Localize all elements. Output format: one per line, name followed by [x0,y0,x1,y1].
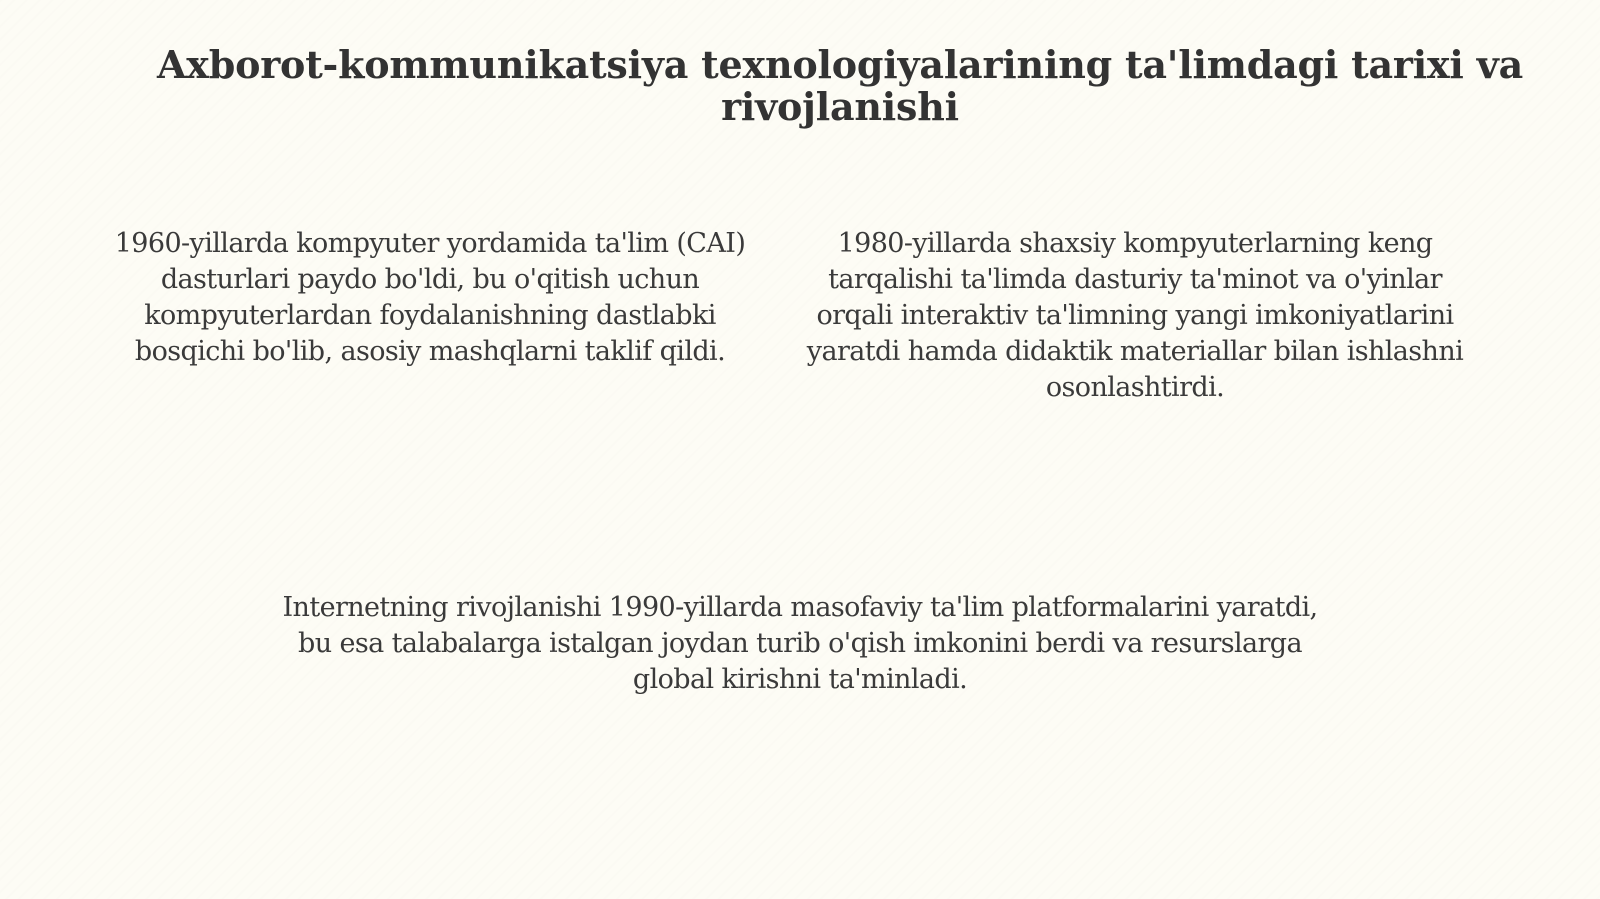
slide-title: Axborot-kommunikatsiya texnologiyalarining ta'limdagi tarixi va rivojlanishi [156,42,1523,129]
text-block-1990s: Internetning rivojlanishi 1990-yillarda masofaviy ta'lim platformalarini yaratdi, bu esa talabalarga istalgan joydan turib o'qish imkonini berdi va resurslarga global kirishni ta'minladi. [282,592,1318,695]
text-block-1980s: 1980-yillarda shaxsiy kompyuterlarning keng tarqalishi ta'limda dasturiy ta'minot va o'yinlar orqali interaktiv ta'limning yangi imkoniyatlarini yaratdi hamda didaktik materiallar bilan ishlashni osonlashtirdi. [806,228,1464,403]
text-block-1960s: 1960-yillarda kompyuter yordamida ta'lim (CAI) dasturlari paydo bo'ldi, bu o'qitish uchun kompyuterlardan foydalanishning dastlabki bosqichi bo'lib, asosiy mashqlarni taklif qildi. [114,228,746,367]
